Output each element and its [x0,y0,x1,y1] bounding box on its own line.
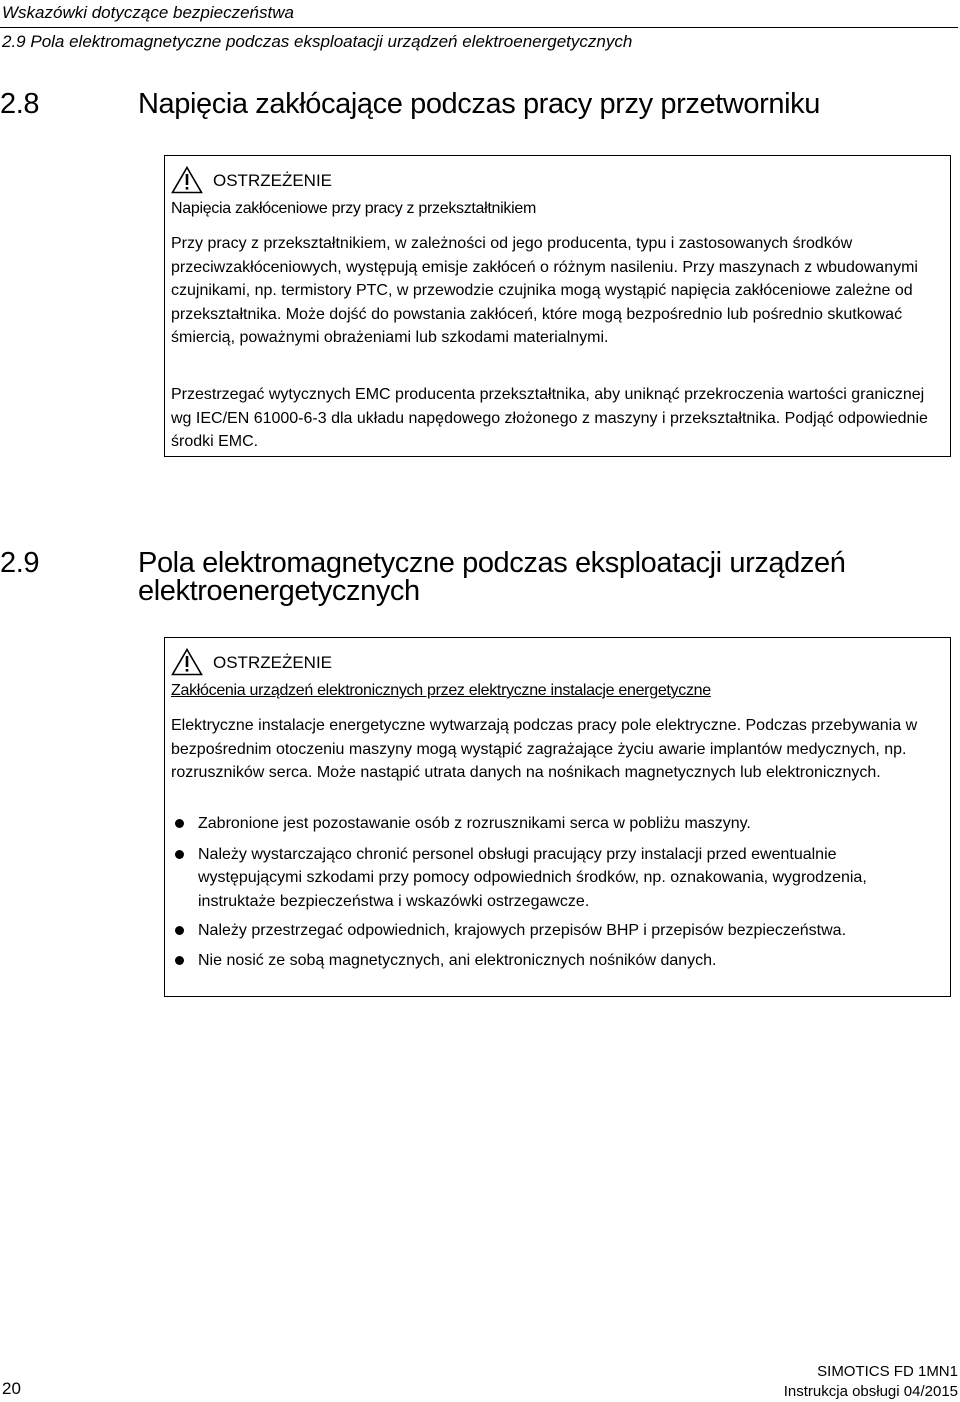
warning-label: OSTRZEŻENIE [213,653,333,672]
bullet-item: Należy wystarczająco chronić personel obsługi pracujący przy instalacji przed ewentualnie występującymi szkodami przy pomocy odpowiednich środków, np. oznakowania, wygrodzenia, instruktaże bezpieczeństwa i wskazówki ostrzegawcze. [171,843,943,914]
footer-product: SIMOTICS FD 1MN1 [817,1363,958,1380]
running-header-section: 2.9 Pola elektromagnetyczne podczas eksploatacji urządzeń elektroenergetycznych [2,32,633,51]
warning-box-interference-voltages [164,155,951,457]
bullet-dot-icon [175,819,184,828]
page-number: 20 [2,1379,21,1398]
bullet-item: Zabronione jest pozostawanie osób z rozrusznikami serca w pobliżu maszyny. [171,812,943,836]
warning-paragraph: Przestrzegać wytycznych EMC producenta przekształtnika, aby uniknąć przekroczenia wartości granicznej wg IEC/EN 61000-6-3 dla układu napędowego złożonego z maszyny i przekształtnika. Podjąć odpowiednie środki EMC. [171,386,928,450]
warning-paragraph: Przy pracy z przekształtnikiem, w zależności od jego producenta, typu i zastosowanych środków przeciwzakłóceniowych, występują emisje zakłóceń o różnym nasileniu. Przy maszynach z wbudowanymi czujnikami, np. termistory PTC, w przewodzie czujnika mogą wystąpić napięcia zakłóceniowe zależne od przekształtnika. Może dojść do powstania zakłóceń, które mogą bezpośrednio lub pośrednio skutkować śmiercią, poważnymi obrażeniami lub szkodami materialnymi. [171,235,918,346]
running-header-chapter: Wskazówki dotyczące bezpieczeństwa [2,3,294,22]
bullet-dot-icon [175,926,184,935]
warning-bullet-list [171,812,943,972]
bullet-dot-icon [175,956,184,965]
warning-triangle-icon [171,166,203,194]
section-number: 2.9 [0,547,40,579]
warning-box-electromagnetic-fields [164,637,951,997]
bullet-item: Należy przestrzegać odpowiednich, krajowych przepisów BHP i przepisów bezpieczeństwa. [171,919,943,943]
warning-paragraph: Elektryczne instalacje energetyczne wytwarzają podczas pracy pole elektryczne. Podczas przebywania w bezpośrednim otoczeniu maszyny mogą wystąpić zagrażające życiu awarie implantów medycznych, np. rozruszników serca. Może nastąpić utrata danych na nośnikach magnetycznych lub elektronicznych. [171,717,918,781]
warning-triangle-icon [171,648,203,676]
bullet-dot-icon [175,850,184,859]
section-number: 2.8 [0,88,40,120]
warning-subject: Napięcia zakłóceniowe przy pracy z przekształtnikiem [171,200,536,217]
bullet-item: Nie nosić ze sobą magnetycznych, ani elektronicznych nośników danych. [171,949,943,973]
header-divider [0,27,958,28]
section-title: Napięcia zakłócające podczas pracy przy przetworniku [138,88,820,120]
section-title: Pola elektromagnetyczne podczas eksploatacji urządzeń elektroenergetycznych [138,547,846,607]
warning-subject: Zakłócenia urządzeń elektronicznych przez elektryczne instalacje energetyczne [171,682,711,699]
footer-document: Instrukcja obsługi 04/2015 [783,1383,958,1400]
warning-label: OSTRZEŻENIE [213,171,333,190]
